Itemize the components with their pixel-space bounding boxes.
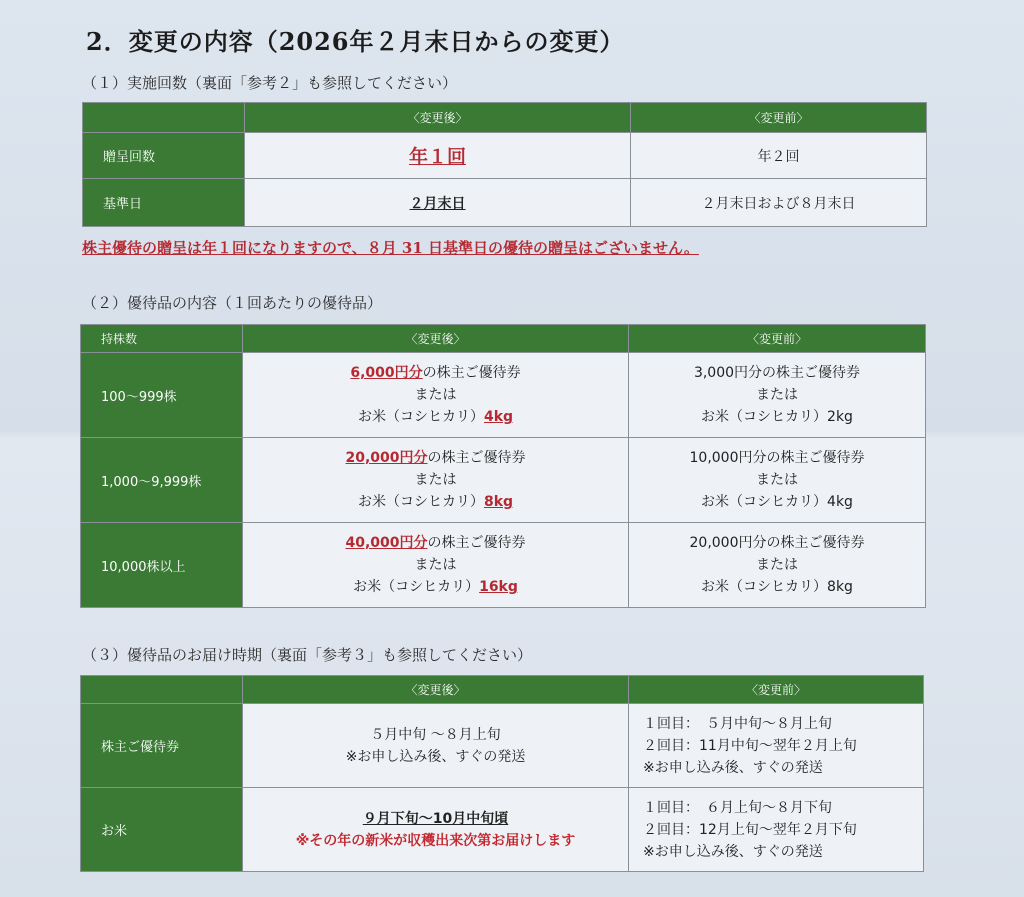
shares-label: 100～999株 (81, 353, 243, 438)
before-rice: 4kg (827, 494, 853, 510)
row-label: 基準日 (83, 179, 245, 227)
section3-header-after: 〈変更後〉 (243, 676, 629, 704)
after-value: ２月末日 (409, 195, 466, 212)
after-amount: 20,000円分 (345, 450, 428, 466)
before-rice: 2kg (827, 409, 853, 425)
before-amount: 20,000円分 (689, 535, 767, 551)
notice-text: 株主優待の贈呈は年１回になりますので、８月 31 日基準日の優待の贈呈はございません。 (82, 239, 699, 257)
table-row (81, 353, 926, 438)
shares-label: 10,000株以上 (81, 523, 243, 608)
or-text: または (414, 557, 457, 573)
before-line2: ２回目：11月中旬～翌年２月上旬 (643, 737, 857, 754)
before-line3: ※お申し込み後、すぐの発送 (643, 843, 823, 860)
after-line1: ５月中旬 ～８月上旬 (370, 726, 501, 743)
section2-header-before: 〈変更前〉 (629, 325, 926, 353)
before-line1: １回目： ６月上旬～８月下旬 (643, 799, 832, 816)
voucher-suffix: の株主ご優待券 (422, 365, 521, 381)
row-label: 贈呈回数 (83, 133, 245, 179)
rice-prefix: お米（コシヒカリ） (357, 494, 484, 510)
before-line2: ２回目：12月上旬～翌年２月下旬 (643, 821, 857, 838)
table-row (81, 523, 926, 608)
table-row (83, 133, 927, 179)
table-row (81, 438, 926, 523)
or-text: または (414, 472, 457, 488)
section2-table (80, 324, 926, 608)
table-row (81, 704, 924, 788)
section1-header-empty (83, 103, 245, 133)
before-amount: 10,000円分 (689, 450, 767, 466)
after-amount: 6,000円分 (350, 365, 423, 381)
before-rice: 8kg (827, 579, 853, 595)
before-amount: 3,000円分 (693, 365, 763, 381)
section3-header-before: 〈変更前〉 (629, 676, 924, 704)
section1-header-before: 〈変更前〉 (631, 103, 927, 133)
after-rice: 8kg (483, 494, 514, 510)
row-label: お米 (81, 788, 243, 872)
or-text: または (414, 387, 457, 403)
row-label: 株主ご優待券 (81, 704, 243, 788)
before-value: 年２回 (631, 133, 927, 179)
section3-table (80, 675, 924, 872)
table-row (83, 179, 927, 227)
before-line3: ※お申し込み後、すぐの発送 (643, 759, 823, 776)
shares-label: 1,000～9,999株 (81, 438, 243, 523)
before-value: ２月末日および８月末日 (631, 179, 927, 227)
page-title: 2．変更の内容（2026年２月末日からの変更） (86, 27, 625, 56)
section2-header-after: 〈変更後〉 (243, 325, 629, 353)
table-row (81, 788, 924, 872)
rice-prefix: お米（コシヒカリ） (353, 579, 480, 595)
after-line2: ※その年の新米が収穫出来次第お届けします (295, 832, 576, 849)
after-line2: ※お申し込み後、すぐの発送 (345, 748, 526, 765)
or-text: または (756, 557, 798, 573)
section3-header-empty (81, 676, 243, 704)
rice-prefix: お米（コシヒカリ） (357, 409, 484, 425)
rice-prefix: お米（コシヒカリ） (701, 494, 828, 510)
after-amount: 40,000円分 (345, 535, 428, 551)
voucher-suffix: の株主ご優待券 (427, 450, 526, 466)
after-rice: 4kg (483, 409, 514, 425)
after-value: 年１回 (408, 146, 466, 168)
section1-header-after: 〈変更後〉 (245, 103, 631, 133)
section3-label: （３）優待品のお届け時期（裏面「参考３」も参照してください） (82, 646, 533, 664)
voucher-suffix: の株主ご優待券 (762, 365, 861, 381)
section1-table (82, 102, 927, 227)
after-rice: 16kg (479, 579, 518, 595)
voucher-suffix: の株主ご優待券 (766, 535, 865, 551)
section2-label: （２）優待品の内容（１回あたりの優待品） (82, 294, 383, 312)
or-text: または (756, 387, 798, 403)
section1-label: （１）実施回数（裏面「参考２」も参照してください） (82, 74, 458, 92)
voucher-suffix: の株主ご優待券 (427, 535, 526, 551)
before-line1: １回目： ５月中旬～８月上旬 (643, 715, 832, 732)
section2-header-shares: 持株数 (81, 325, 243, 353)
after-line1: ９月下旬～10月中旬頃 (362, 810, 509, 827)
rice-prefix: お米（コシヒカリ） (701, 409, 828, 425)
rice-prefix: お米（コシヒカリ） (701, 579, 828, 595)
or-text: または (756, 472, 798, 488)
voucher-suffix: の株主ご優待券 (766, 450, 865, 466)
